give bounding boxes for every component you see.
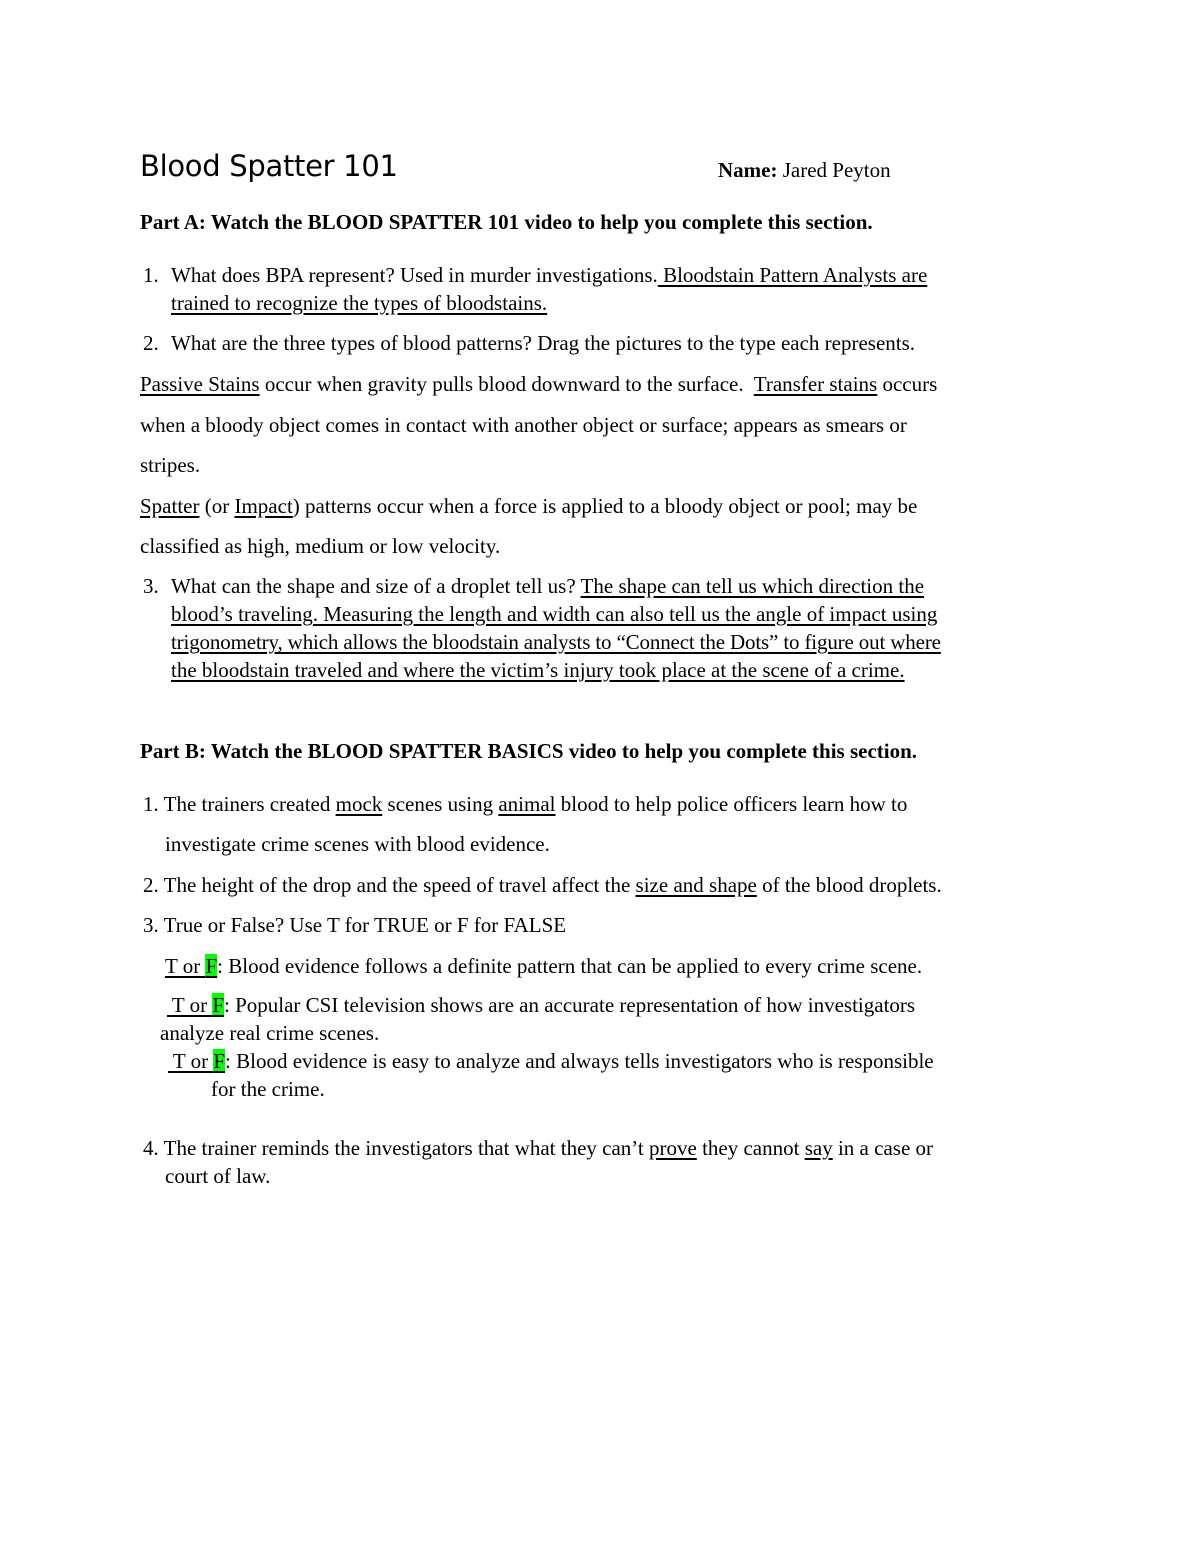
a-q1-number: 1. — [143, 263, 159, 287]
part-a-heading: Part A: Watch the BLOOD SPATTER 101 video to help you complete this section. — [140, 210, 873, 234]
impact-term: Impact — [234, 494, 293, 518]
a-q3-question: What can the shape and size of a droplet tell us? — [171, 574, 581, 598]
b-q3-s2-f-highlight: F — [212, 993, 225, 1017]
b-q2-suffix: of the blood droplets. — [756, 873, 942, 897]
b-q3-s1-f-highlight: F — [205, 954, 218, 978]
a-q1-line1 — [171, 261, 927, 289]
b-q3-s2-t-or: T or — [171, 993, 213, 1017]
b-q3-statement3 — [168, 1047, 934, 1075]
b-q3-s3-text2: for the crime. — [211, 1077, 325, 1101]
b-q3-s3-t-or: T or — [172, 1049, 214, 1073]
b-q3-s2-answer — [167, 993, 224, 1017]
transfer-stains-term: Transfer stains — [753, 372, 878, 396]
b-q4-blank-prove: prove — [649, 1136, 697, 1160]
b-q1-prefix: 1. The trainers created — [143, 792, 336, 816]
b-q3-s2-text1: : Popular CSI television shows are an accurate representation of how investigators — [224, 993, 916, 1017]
b-q1-blank-animal: animal — [498, 792, 556, 816]
a-q3-answer-line1: The shape can tell us which direction the — [580, 574, 925, 598]
b-q3-prompt: 3. True or False? Use T for TRUE or F for FALSE — [143, 913, 567, 937]
b-q3-s1-answer — [165, 954, 217, 978]
a-q1-question: What does BPA represent? Used in murder investigations. — [171, 263, 658, 287]
a-q2-number: 2. — [143, 331, 159, 355]
b-q3-s3-answer — [168, 1049, 225, 1073]
a-q3-answer-line4: the bloodstain traveled and where the victim’s injury took place at the scene of a crime. — [171, 658, 905, 682]
b-q4-blank-say: say — [804, 1136, 833, 1160]
a-q2-passive-line — [140, 370, 937, 398]
spatter-mid: (or — [199, 494, 235, 518]
b-q3-s3-text1: : Blood evidence is easy to analyze and always tells investigators who is responsible — [225, 1049, 934, 1073]
b-q3-statement1 — [165, 952, 922, 980]
name-label: Name: — [718, 158, 778, 182]
transfer-stains-text1: occurs — [877, 372, 938, 396]
passive-stains-term: Passive Stains — [140, 372, 260, 396]
b-q4-line2: court of law. — [165, 1164, 271, 1188]
spatter-term: Spatter — [140, 494, 200, 518]
a-q3-answer-line3: trigonometry, which allows the bloodstain analysts to “Connect the Dots” to figure out where — [171, 630, 941, 654]
transfer-stains-text2: when a bloody object comes in contact with another object or surface; appears as smears or — [140, 413, 907, 437]
b-q2-prefix: 2. The height of the drop and the speed of travel affect the — [143, 873, 636, 897]
b-q4-suffix: in a case or — [832, 1136, 934, 1160]
b-q4-line1 — [143, 1134, 933, 1162]
a-q2-question: What are the three types of blood patterns? Drag the pictures to the type each represents. — [171, 331, 916, 355]
a-q3-number: 3. — [143, 574, 159, 598]
b-q1-line2: investigate crime scenes with blood evidence. — [165, 832, 550, 856]
a-q3-line1 — [171, 572, 924, 600]
b-q1-blank-mock: mock — [335, 792, 383, 816]
b-q3-statement2 — [167, 991, 915, 1019]
name-value: Jared Peyton — [782, 158, 891, 182]
transfer-stains-text3: stripes. — [140, 453, 201, 477]
b-q3-s1-text: : Blood evidence follows a definite pattern that can be applied to every crime scene. — [217, 954, 923, 978]
a-q3-answer-line2: blood’s traveling. Measuring the length and width can also tell us the angle of impact using — [171, 602, 938, 626]
name-line — [718, 156, 891, 184]
b-q2-blank: size and shape — [635, 873, 757, 897]
b-q1-suffix: blood to help police officers learn how to — [555, 792, 908, 816]
b-q3-s1-t-or: T or — [165, 954, 206, 978]
passive-stains-text: occur when gravity pulls blood downward to the surface. — [259, 372, 754, 396]
b-q4-prefix: 4. The trainer reminds the investigators that what they can’t — [143, 1136, 649, 1160]
b-q3-s3-f-highlight: F — [213, 1049, 226, 1073]
spatter-text2: classified as high, medium or low velocity. — [140, 534, 501, 558]
document-title: Blood Spatter 101 — [140, 149, 398, 183]
b-q1-line1 — [143, 790, 907, 818]
a-q1-answer-part1: Bloodstain Pattern Analysts are — [657, 263, 928, 287]
b-q1-mid: scenes using — [382, 792, 499, 816]
b-q4-mid: they cannot — [696, 1136, 805, 1160]
a-q1-answer-part2: trained to recognize the types of bloodstains. — [171, 291, 548, 315]
part-b-heading: Part B: Watch the BLOOD SPATTER BASICS video to help you complete this section. — [140, 739, 918, 763]
b-q3-s2-text2: analyze real crime scenes. — [160, 1021, 380, 1045]
a-q2-spatter-line — [140, 492, 917, 520]
b-q2-line — [143, 871, 942, 899]
spatter-text1: ) patterns occur when a force is applied to a bloody object or pool; may be — [292, 494, 918, 518]
